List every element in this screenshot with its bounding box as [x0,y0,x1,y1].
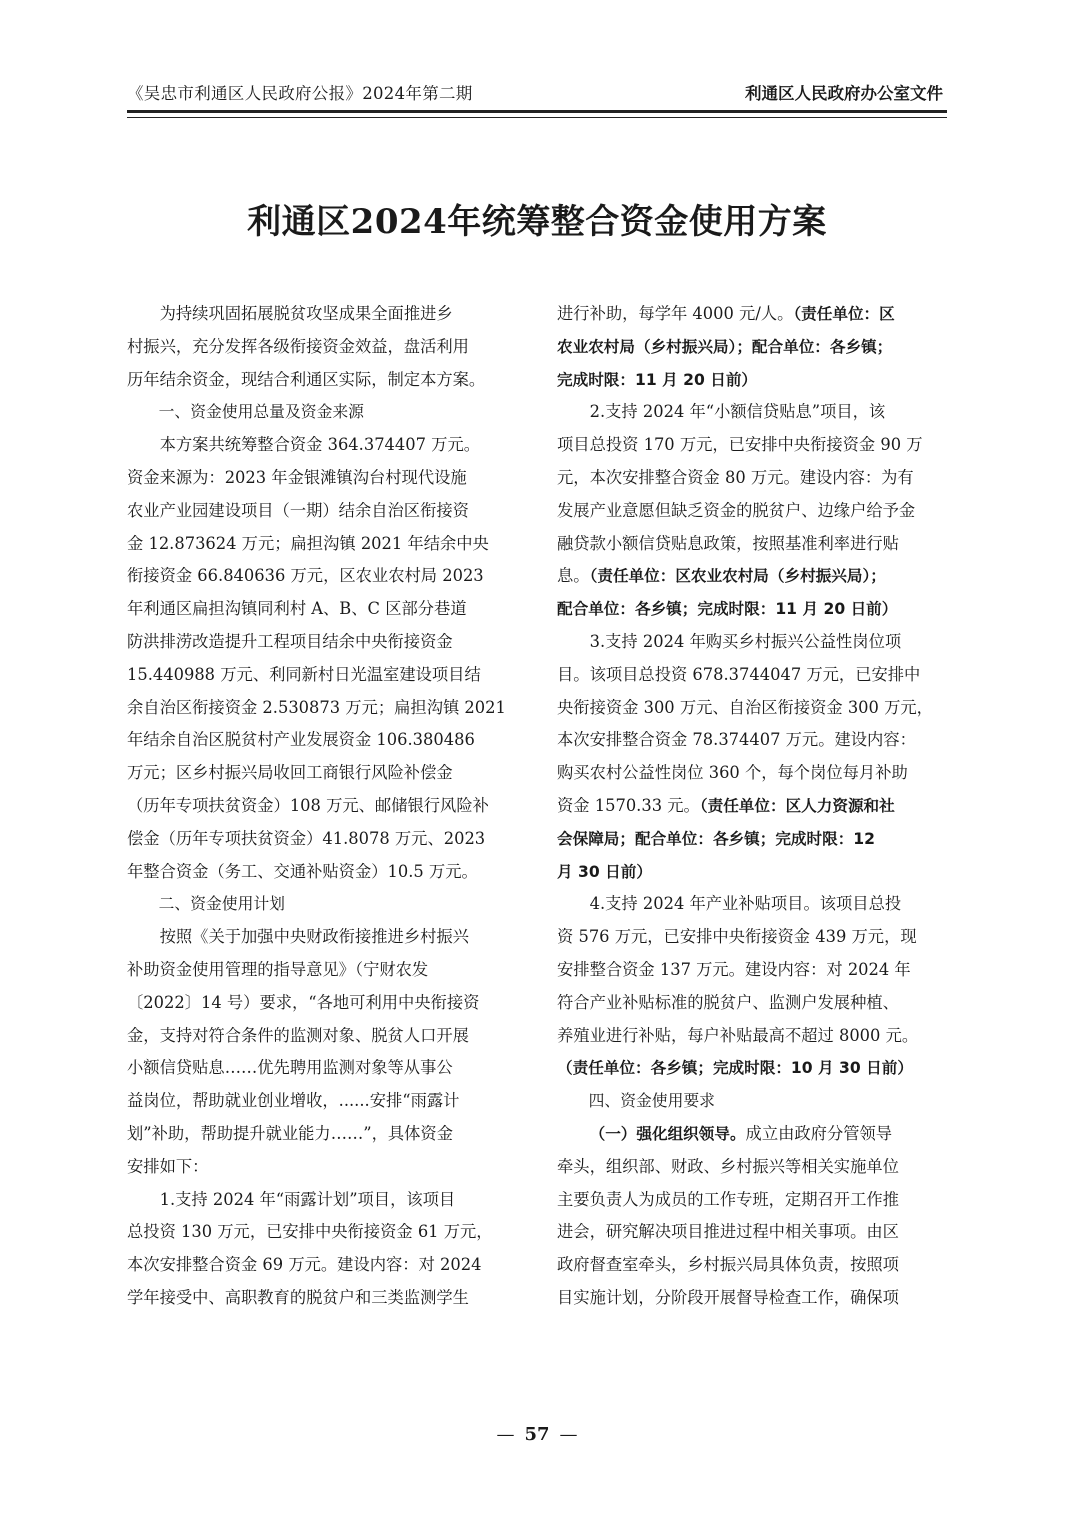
paragraph-line: 4.支持 2024 年产业补贴项目。该项目总投 [589,894,902,914]
footer-dash: — [496,1424,515,1445]
paragraph-line: 养殖业进行补贴，每户补贴最高不超过 8000 元。 [557,1025,919,1045]
paragraph-line: 总投资 130 万元，已安排中央衔接资金 61 万元， [127,1222,493,1242]
footer-dash: — [559,1424,578,1445]
paragraph-line: 补助资金使用管理的指导意见》（宁财农发 [127,959,429,979]
responsibility-note: （责任单位：各乡镇；完成时限：10 月 30 日前） [557,1059,913,1078]
section-heading: 四、资金使用要求 [588,1091,715,1111]
paragraph-line: 年整合资金（务工、交通补贴资金）10.5 万元。 [127,861,478,881]
paragraph-line: 历年结余资金，现结合利通区实际，制定本方案。 [127,369,486,389]
paragraph-line: 村振兴，充分发挥各级衔接资金效益，盘活利用 [127,336,469,356]
page-title: 利通区2024年统筹整合资金使用方案 [247,202,827,242]
paragraph-line: 进会，研究解决项目推进过程中相关事项。由区 [557,1222,899,1242]
paragraph-line: 15.440988 万元、利同新村日光温室建设项目结 [127,664,481,684]
text-run: 进行补助，每学年 4000 元/人。 [557,304,794,323]
paragraph-line: 年结余自治区脱贫村产业发展资金 106.380486 [127,730,475,750]
page-number: 57 [524,1424,550,1445]
paragraph-line: 余自治区衔接资金 2.530873 万元；扁担沟镇 2021 [127,697,506,717]
paragraph-line: 发展产业意愿但缺乏资金的脱贫户、边缘户给予金 [557,500,916,520]
responsibility-note: 完成时限：11 月 20 日前） [557,370,758,389]
paragraph-line: 本次安排整合资金 78.374407 万元。建设内容： [557,730,916,750]
left-column [127,298,517,1315]
paragraph-line [557,790,947,823]
right-column [557,298,947,1315]
paragraph-line: 元，本次安排整合资金 80 万元。建设内容：为有 [557,467,914,487]
paragraph-line: 偿金（历年专项扶贫资金）41.8078 万元、2023 [127,828,486,848]
paragraph-line: 学年接受中、高职教育的脱贫户和三类监测学生 [127,1287,469,1307]
paragraph-line: 安排如下： [127,1156,209,1176]
section-heading: 一、资金使用总量及资金来源 [158,402,364,422]
paragraph-line: 目。该项目总投资 678.3744047 万元，已安排中 [557,664,921,684]
paragraph-line: 项目总投资 170 万元，已安排中央衔接资金 90 万 [557,435,923,455]
paragraph-line: 小额信贷贴息……优先聘用监测对象等从事公 [127,1058,453,1078]
paragraph-line [557,298,947,331]
paragraph-line: 年利通区扁担沟镇同利村 A、B、C 区部分巷道 [127,599,467,619]
subsection-heading: （一）强化组织领导。 [589,1124,746,1143]
header-rule-thick [127,110,947,113]
paragraph-line: 金 12.873624 万元；扁担沟镇 2021 年结余中央 [127,533,489,553]
paragraph-line: 购买农村公益性岗位 360 个，每个岗位每月补助 [557,763,908,783]
paragraph-line: 农业产业园建设项目（一期）结余自治区衔接资 [127,500,469,520]
text-run: 资金 1570.33 元。 [557,795,700,815]
paragraph-line: 央衔接资金 300 万元、自治区衔接资金 300 万元， [557,697,933,717]
paragraph-line: 为持续巩固拓展脱贫攻坚成果全面推进乡 [159,304,453,323]
paragraph-line: 资 576 万元，已安排中央衔接资金 439 万元，现 [557,927,917,947]
section-heading: 二、资金使用计划 [158,894,285,914]
header-rule-thin [127,117,947,118]
bulletin-issue-header: 《吴忠市利通区人民政府公报》2024年第二期 [127,84,473,103]
paragraph-line: 1.支持 2024 年“雨露计划”项目，该项目 [159,1189,456,1209]
paragraph-line: 按照《关于加强中央财政衔接推进乡村振兴 [159,927,469,947]
paragraph-line: 政府督查室牵头，乡村振兴局具体负责，按照项 [557,1255,899,1275]
paragraph-line: 2.支持 2024 年“小额信贷贴息”项目，该 [589,402,886,422]
paragraph-line: 本次安排整合资金 69 万元。建设内容：对 2024 [127,1255,482,1275]
paragraph-line: 衔接资金 66.840636 万元，区农业农村局 2023 [127,566,484,586]
paragraph-line: 牵头，组织部、财政、乡村振兴等相关实施单位 [557,1156,899,1176]
paragraph-line: 益岗位，帮助就业创业增收，......安排“雨露计 [127,1091,460,1111]
paragraph-line: 万元；区乡村振兴局收回工商银行风险补偿金 [127,763,453,783]
text-run: 成立由政府分管领导 [745,1123,893,1143]
responsibility-note: 月 30 日前） [557,862,652,881]
paragraph-line: 目实施计划，分阶段开展督导检查工作，确保项 [557,1287,899,1307]
paragraph-line: 本方案共统筹整合资金 364.374407 万元。 [159,435,481,455]
responsibility-note: 会保障局；配合单位：各乡镇；完成时限：12 [557,829,875,848]
paragraph-line: 符合产业补贴标准的脱贫户、监测户发展种植、 [557,992,899,1012]
responsibility-note: 配合单位：各乡镇；完成时限：11 月 20 日前） [557,600,898,619]
paragraph-line: 划”补助，帮助提升就业能力……”，具体资金 [127,1123,453,1143]
paragraph-line: 防洪排涝改造提升工程项目结余中央衔接资金 [127,631,453,651]
paragraph-line: 安排整合资金 137 万元。建设内容：对 2024 年 [557,959,911,979]
paragraph-line [557,560,947,593]
paragraph-line: 〔2022〕14 号）要求，“各地可利用中央衔接资 [127,992,480,1012]
responsibility-note: 农业农村局（乡村振兴局）；配合单位：各乡镇； [557,337,893,356]
paragraph-line: 主要负责人为成员的工作专班，定期召开工作推 [557,1189,899,1209]
paragraph-line: 金，支持对符合条件的监测对象、脱贫人口开展 [127,1025,469,1045]
paragraph-line [557,1118,947,1151]
paragraph-line: 3.支持 2024 年购买乡村振兴公益性岗位项 [589,631,902,651]
paragraph-line: 资金来源为：2023 年金银滩镇沟台村现代设施 [127,467,467,487]
text-run: 息。 [557,566,590,586]
paragraph-line: 融贷款小额信贷贴息政策，按照基准利率进行贴 [557,533,899,553]
responsibility-note: （责任单位：区 [793,305,895,323]
page-footer [0,1424,1074,1445]
responsibility-note: （责任单位：区人力资源和社 [699,796,895,815]
office-document-header: 利通区人民政府办公室文件 [745,84,943,103]
paragraph-line: （历年专项扶贫资金）108 万元、邮储银行风险补 [127,795,489,815]
responsibility-note: （责任单位：区农业农村局（乡村振兴局）； [589,567,886,586]
